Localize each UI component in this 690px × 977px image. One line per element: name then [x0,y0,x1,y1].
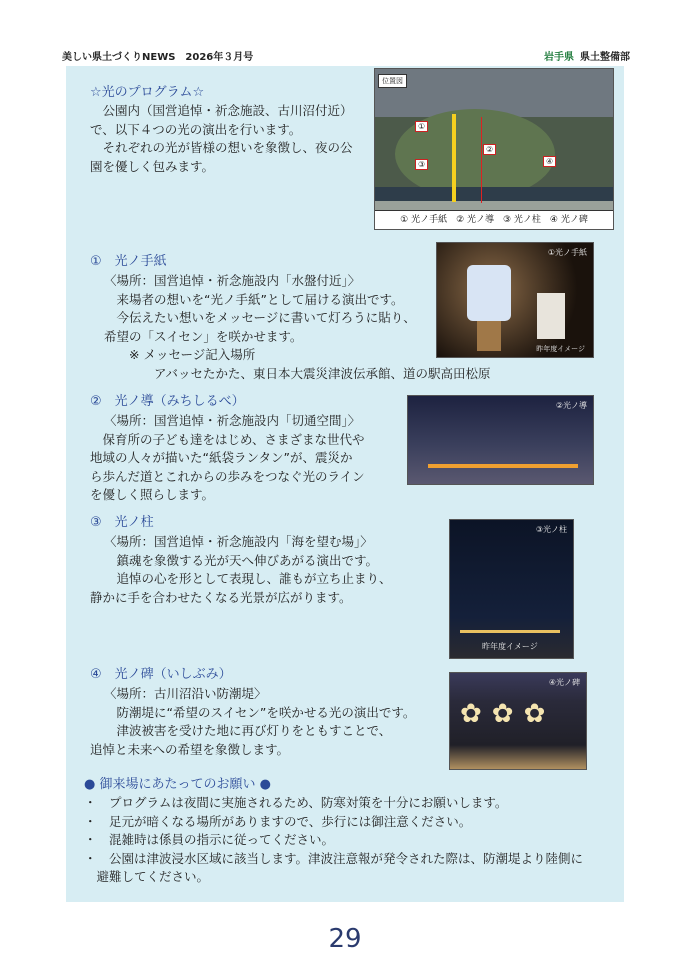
intro-line: それぞれの光が皆様の想いを象徴し、夜の公 [90,140,353,155]
intro-line: 公園内（国営追悼・祈念施設、古川沼付近） [90,103,353,118]
item-line: アバッセたかた、東日本大震災津波伝承館、道の駅高田松原 [104,365,491,381]
notice-list [84,794,583,887]
item-1-heading: ① 光ノ手紙 [90,254,167,269]
notice-item: ・ プログラムは夜間に実施されるため、防寒対策を十分にお願いします。 [84,795,508,810]
photo-note: 昨年度イメージ [482,642,538,651]
item-line: 津波被害を受けた地に再び灯りをともすことで、 [104,723,392,738]
photo-caption: ④光ノ碑 [548,678,580,687]
item-line: を優しく照らします。 [90,487,215,502]
item-line: 静かに手を合わせたくなる光景が広がります。 [90,589,352,605]
item-4-text [90,685,416,759]
marker-3: ③ [415,159,428,170]
item-line: 追悼の心を形として表現し、誰もが立ち止まり、 [104,571,392,586]
marker-2: ② [483,144,496,155]
item-2-text [90,412,365,505]
item-line: 〈場所：国営追悼・祈念施設内「切通空間」〉 [104,413,361,428]
daffodil-icon: ✿✿✿ [460,699,556,729]
item-line: ※ メッセージ記入場所 [104,347,256,362]
item-3-text [90,533,392,607]
item-1-text [104,272,491,383]
newsletter-title: 美しい県土づくりNEWS 2026年３月号 [62,52,254,63]
item-line: 防潮堤に“希望のスイセン”を咲かせる光の演出です。 [104,704,416,720]
photo-light-monument [449,672,587,770]
location-map [374,68,614,230]
item-2-heading: ② 光ノ導（みちしるべ） [90,394,245,409]
item-line: 希望の「スイセン」を咲かせます。 [104,328,303,344]
map-label: 位置図 [378,74,407,88]
page-number: 29 [328,924,362,954]
item-line: 〈場所：国営追悼・祈念施設内「水盤付近」〉 [104,273,361,288]
marker-4: ④ [543,156,556,167]
item-3-heading: ③ 光ノ柱 [90,515,154,530]
intro-title: ☆光のプログラム☆ [90,85,205,100]
intro-text [90,102,353,176]
path-highlight [452,114,456,202]
item-line: 地域の人々が描いた“紙袋ランタン”が、震災か [90,450,353,465]
photo-caption: ①光ノ手紙 [547,248,587,257]
item-line: 追悼と未来への希望を象徴します。 [90,741,290,757]
item-line: 〈場所：古川沼沿い防潮堤〉 [104,686,267,701]
item-line: 来場者の想いを“光ノ手紙”として届ける演出です。 [104,291,404,307]
notice-title: ● 御来場にあたってのお願い ● [84,777,271,792]
photo-light-path [407,395,594,485]
intro-line: 園を優しく包みます。 [90,158,215,174]
item-line: 鎮魂を象徴する光が天へ伸びあがる演出です。 [104,552,379,568]
notice-item: ・ 公園は津波浸水区域に該当します。津波注意報が発令された際は、防潮堤より陸側に [84,850,584,866]
item-line: 〈場所：国営追悼・祈念施設内「海を望む場」〉 [104,534,373,549]
notice-item: ・ 足元が暗くなる場所がありますので、歩行には御注意ください。 [84,813,472,829]
item-4-heading: ④ 光ノ碑（いしぶみ） [90,667,232,682]
marker-1: ① [415,121,428,132]
photo-light-letter [436,242,594,358]
photo-caption: ②光ノ導 [555,401,587,410]
notice-item: 避難してください。 [84,869,210,884]
iwate-logo: 岩手県 [544,52,574,63]
intro-line: で、以下４つの光の演出を行います。 [90,121,302,137]
item-line: 今伝えたい想いをメッセージに書いて灯ろうに貼り、 [104,310,416,325]
org-name: 県土整備部 [580,52,630,63]
map-legend: ① 光ノ手紙 ② 光ノ導 ③ 光ノ柱 ④ 光ノ碑 [375,210,613,229]
notice-item: ・ 混雑時は係員の指示に従ってください。 [84,832,335,847]
photo-light-pillar [449,519,574,659]
photo-caption: ③光ノ柱 [535,525,567,534]
photo-note: 昨年度イメージ [536,345,585,353]
org-header [544,48,630,63]
item-line: 保育所の子ども達をはじめ、さまざまな世代や [90,431,365,447]
item-line: ら歩んだ道とこれからの歩みをつなぐ光のライン [90,468,365,484]
